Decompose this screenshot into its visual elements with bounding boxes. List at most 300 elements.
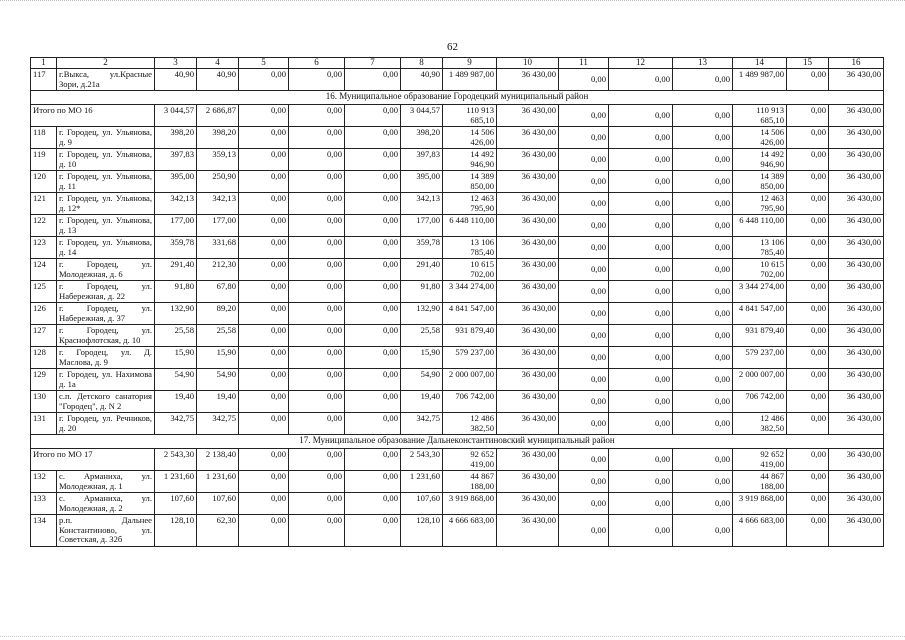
value-cell-col-13: 0,00 xyxy=(673,259,733,281)
value-cell-col-3: 132,90 xyxy=(155,303,197,325)
value-cell-col-8: 398,20 xyxy=(401,127,443,149)
value-cell-col-9: 6 448 110,00 xyxy=(443,215,497,237)
value-cell-col-15: 0,00 xyxy=(787,413,829,435)
value-cell-col-8: 107,60 xyxy=(401,493,443,515)
value-cell-col-9: 14 389 850,00 xyxy=(443,171,497,193)
value-cell-col-3: 342,13 xyxy=(155,193,197,215)
value-cell-col-6: 0,00 xyxy=(289,471,345,493)
value-cell-col-12: 0,00 xyxy=(609,215,673,237)
value-cell-col-15: 0,00 xyxy=(787,149,829,171)
column-header: 9 xyxy=(443,58,497,69)
value-cell-col-16: 36 430,00 xyxy=(829,105,884,127)
total-row xyxy=(31,105,884,127)
value-cell-col-13: 0,00 xyxy=(673,391,733,413)
value-cell-col-11: 0,00 xyxy=(559,149,609,171)
value-cell-col-16: 36 430,00 xyxy=(829,347,884,369)
table-row xyxy=(31,281,884,303)
value-cell-col-4: 2 686,87 xyxy=(197,105,239,127)
value-cell-col-8: 359,78 xyxy=(401,237,443,259)
value-cell-col-14: 4 666 683,00 xyxy=(733,515,787,547)
value-cell-col-4: 89,20 xyxy=(197,303,239,325)
column-number-header-row xyxy=(31,58,884,69)
value-cell-col-8: 19,40 xyxy=(401,391,443,413)
value-cell-col-3: 395,00 xyxy=(155,171,197,193)
value-cell-col-11: 0,00 xyxy=(559,391,609,413)
value-cell-col-5: 0,00 xyxy=(239,369,289,391)
value-cell-col-11: 0,00 xyxy=(559,303,609,325)
value-cell-col-5: 0,00 xyxy=(239,303,289,325)
value-cell-col-11: 0,00 xyxy=(559,193,609,215)
value-cell-col-5: 0,00 xyxy=(239,515,289,547)
value-cell-col-9: 931 879,40 xyxy=(443,325,497,347)
value-cell-col-3: 19,40 xyxy=(155,391,197,413)
value-cell-col-10: 36 430,00 xyxy=(497,471,559,493)
value-cell-col-6: 0,00 xyxy=(289,171,345,193)
value-cell-col-5: 0,00 xyxy=(239,325,289,347)
value-cell-col-11: 0,00 xyxy=(559,369,609,391)
address-cell: с. Арманиха, ул. Молодежная, д. 2 xyxy=(57,493,155,515)
table-row xyxy=(31,515,884,547)
value-cell-col-7: 0,00 xyxy=(345,105,401,127)
value-cell-col-7: 0,00 xyxy=(345,215,401,237)
table-row xyxy=(31,413,884,435)
row-number: 132 xyxy=(31,471,57,493)
value-cell-col-15: 0,00 xyxy=(787,171,829,193)
value-cell-col-14: 12 463 795,90 xyxy=(733,193,787,215)
value-cell-col-5: 0,00 xyxy=(239,449,289,471)
value-cell-col-8: 397,83 xyxy=(401,149,443,171)
value-cell-col-13: 0,00 xyxy=(673,303,733,325)
address-cell: г. Городец, ул. Ульянова, д. 9 xyxy=(57,127,155,149)
address-cell: г. Городец, ул. Нахимова д. 1а xyxy=(57,369,155,391)
value-cell-col-12: 0,00 xyxy=(609,237,673,259)
value-cell-col-14: 10 615 702,00 xyxy=(733,259,787,281)
value-cell-col-4: 15,90 xyxy=(197,347,239,369)
value-cell-col-15: 0,00 xyxy=(787,303,829,325)
value-cell-col-9: 12 463 795,90 xyxy=(443,193,497,215)
value-cell-col-3: 40,90 xyxy=(155,69,197,91)
value-cell-col-7: 0,00 xyxy=(345,413,401,435)
table-row xyxy=(31,127,884,149)
value-cell-col-11: 0,00 xyxy=(559,215,609,237)
address-cell: г. Городец, ул. Ульянова, д. 13 xyxy=(57,215,155,237)
value-cell-col-5: 0,00 xyxy=(239,391,289,413)
value-cell-col-12: 0,00 xyxy=(609,127,673,149)
value-cell-col-6: 0,00 xyxy=(289,237,345,259)
value-cell-col-4: 212,30 xyxy=(197,259,239,281)
value-cell-col-10: 36 430,00 xyxy=(497,449,559,471)
value-cell-col-5: 0,00 xyxy=(239,69,289,91)
value-cell-col-3: 15,90 xyxy=(155,347,197,369)
value-cell-col-5: 0,00 xyxy=(239,149,289,171)
value-cell-col-8: 342,75 xyxy=(401,413,443,435)
value-cell-col-11: 0,00 xyxy=(559,237,609,259)
value-cell-col-15: 0,00 xyxy=(787,369,829,391)
value-cell-col-15: 0,00 xyxy=(787,347,829,369)
value-cell-col-13: 0,00 xyxy=(673,193,733,215)
address-cell: р.п. Дальнее Константиново, ул. Советская, д. 32б xyxy=(57,515,155,547)
value-cell-col-3: 54,90 xyxy=(155,369,197,391)
value-cell-col-12: 0,00 xyxy=(609,105,673,127)
address-cell: г.Выкса, ул.Красные Зори, д.21а xyxy=(57,69,155,91)
value-cell-col-14: 2 000 007,00 xyxy=(733,369,787,391)
value-cell-col-9: 3 919 868,00 xyxy=(443,493,497,515)
value-cell-col-14: 706 742,00 xyxy=(733,391,787,413)
value-cell-col-6: 0,00 xyxy=(289,127,345,149)
value-cell-col-8: 3 044,57 xyxy=(401,105,443,127)
value-cell-col-7: 0,00 xyxy=(345,493,401,515)
value-cell-col-6: 0,00 xyxy=(289,369,345,391)
row-number: 131 xyxy=(31,413,57,435)
value-cell-col-15: 0,00 xyxy=(787,259,829,281)
value-cell-col-16: 36 430,00 xyxy=(829,471,884,493)
value-cell-col-14: 931 879,40 xyxy=(733,325,787,347)
value-cell-col-4: 359,13 xyxy=(197,149,239,171)
value-cell-col-13: 0,00 xyxy=(673,413,733,435)
value-cell-col-16: 36 430,00 xyxy=(829,237,884,259)
value-cell-col-4: 62,30 xyxy=(197,515,239,547)
value-cell-col-4: 250,90 xyxy=(197,171,239,193)
value-cell-col-9: 706 742,00 xyxy=(443,391,497,413)
table-row xyxy=(31,303,884,325)
value-cell-col-16: 36 430,00 xyxy=(829,193,884,215)
value-cell-col-10: 36 430,00 xyxy=(497,303,559,325)
value-cell-col-13: 0,00 xyxy=(673,237,733,259)
column-header: 5 xyxy=(239,58,289,69)
value-cell-col-7: 0,00 xyxy=(345,369,401,391)
value-cell-col-16: 36 430,00 xyxy=(829,127,884,149)
value-cell-col-8: 54,90 xyxy=(401,369,443,391)
table-row xyxy=(31,471,884,493)
value-cell-col-10: 36 430,00 xyxy=(497,215,559,237)
value-cell-col-15: 0,00 xyxy=(787,325,829,347)
value-cell-col-8: 25,58 xyxy=(401,325,443,347)
value-cell-col-12: 0,00 xyxy=(609,303,673,325)
value-cell-col-9: 110 913 685,10 xyxy=(443,105,497,127)
value-cell-col-11: 0,00 xyxy=(559,449,609,471)
value-cell-col-14: 3 344 274,00 xyxy=(733,281,787,303)
value-cell-col-15: 0,00 xyxy=(787,105,829,127)
value-cell-col-3: 397,83 xyxy=(155,149,197,171)
value-cell-col-14: 4 841 547,00 xyxy=(733,303,787,325)
value-cell-col-15: 0,00 xyxy=(787,471,829,493)
value-cell-col-16: 36 430,00 xyxy=(829,171,884,193)
value-cell-col-5: 0,00 xyxy=(239,347,289,369)
value-cell-col-10: 36 430,00 xyxy=(497,149,559,171)
value-cell-col-3: 128,10 xyxy=(155,515,197,547)
value-cell-col-8: 342,13 xyxy=(401,193,443,215)
value-cell-col-10: 36 430,00 xyxy=(497,413,559,435)
value-cell-col-8: 1 231,60 xyxy=(401,471,443,493)
table-row xyxy=(31,259,884,281)
value-cell-col-13: 0,00 xyxy=(673,171,733,193)
value-cell-col-8: 128,10 xyxy=(401,515,443,547)
value-cell-col-9: 579 237,00 xyxy=(443,347,497,369)
value-cell-col-13: 0,00 xyxy=(673,449,733,471)
value-cell-col-4: 331,68 xyxy=(197,237,239,259)
value-cell-col-3: 1 231,60 xyxy=(155,471,197,493)
table-row xyxy=(31,237,884,259)
value-cell-col-6: 0,00 xyxy=(289,493,345,515)
value-cell-col-7: 0,00 xyxy=(345,471,401,493)
address-cell: г. Городец, ул. Ульянова, д. 14 xyxy=(57,237,155,259)
value-cell-col-3: 342,75 xyxy=(155,413,197,435)
value-cell-col-14: 6 448 110,00 xyxy=(733,215,787,237)
table-row xyxy=(31,391,884,413)
value-cell-col-8: 395,00 xyxy=(401,171,443,193)
value-cell-col-11: 0,00 xyxy=(559,515,609,547)
value-cell-col-12: 0,00 xyxy=(609,369,673,391)
table-row xyxy=(31,149,884,171)
value-cell-col-8: 40,90 xyxy=(401,69,443,91)
value-cell-col-5: 0,00 xyxy=(239,105,289,127)
value-cell-col-16: 36 430,00 xyxy=(829,515,884,547)
value-cell-col-14: 579 237,00 xyxy=(733,347,787,369)
table-row xyxy=(31,347,884,369)
value-cell-col-9: 13 106 785,40 xyxy=(443,237,497,259)
value-cell-col-8: 15,90 xyxy=(401,347,443,369)
value-cell-col-7: 0,00 xyxy=(345,149,401,171)
scan-top-edge xyxy=(0,0,905,4)
value-cell-col-6: 0,00 xyxy=(289,413,345,435)
value-cell-col-13: 0,00 xyxy=(673,127,733,149)
value-cell-col-8: 91,80 xyxy=(401,281,443,303)
value-cell-col-6: 0,00 xyxy=(289,391,345,413)
total-label: Итого по МО 17 xyxy=(31,449,155,471)
value-cell-col-16: 36 430,00 xyxy=(829,325,884,347)
value-cell-col-5: 0,00 xyxy=(239,281,289,303)
value-cell-col-14: 110 913 685,10 xyxy=(733,105,787,127)
value-cell-col-11: 0,00 xyxy=(559,281,609,303)
table-row xyxy=(31,493,884,515)
value-cell-col-14: 12 486 382,50 xyxy=(733,413,787,435)
value-cell-col-12: 0,00 xyxy=(609,471,673,493)
value-cell-col-4: 25,58 xyxy=(197,325,239,347)
value-cell-col-16: 36 430,00 xyxy=(829,449,884,471)
value-cell-col-12: 0,00 xyxy=(609,515,673,547)
value-cell-col-15: 0,00 xyxy=(787,193,829,215)
table-row xyxy=(31,325,884,347)
value-cell-col-16: 36 430,00 xyxy=(829,281,884,303)
value-cell-col-12: 0,00 xyxy=(609,391,673,413)
value-cell-col-12: 0,00 xyxy=(609,347,673,369)
value-cell-col-4: 54,90 xyxy=(197,369,239,391)
address-cell: г. Городец, ул. Набережная, д. 37 xyxy=(57,303,155,325)
value-cell-col-16: 36 430,00 xyxy=(829,259,884,281)
value-cell-col-14: 1 489 987,00 xyxy=(733,69,787,91)
value-cell-col-4: 398,20 xyxy=(197,127,239,149)
column-header: 16 xyxy=(829,58,884,69)
value-cell-col-5: 0,00 xyxy=(239,127,289,149)
value-cell-col-6: 0,00 xyxy=(289,69,345,91)
value-cell-col-7: 0,00 xyxy=(345,449,401,471)
value-cell-col-5: 0,00 xyxy=(239,171,289,193)
address-cell: г. Городец, ул. Ульянова, д. 10 xyxy=(57,149,155,171)
column-header: 6 xyxy=(289,58,345,69)
column-header: 11 xyxy=(559,58,609,69)
value-cell-col-14: 14 506 426,00 xyxy=(733,127,787,149)
value-cell-col-9: 1 489 987,00 xyxy=(443,69,497,91)
value-cell-col-11: 0,00 xyxy=(559,259,609,281)
value-cell-col-16: 36 430,00 xyxy=(829,215,884,237)
value-cell-col-10: 36 430,00 xyxy=(497,281,559,303)
section-title: 17. Муниципальное образование Дальнеконстантиновский муниципальный район xyxy=(31,435,884,449)
value-cell-col-3: 359,78 xyxy=(155,237,197,259)
value-cell-col-3: 3 044,57 xyxy=(155,105,197,127)
value-cell-col-12: 0,00 xyxy=(609,69,673,91)
value-cell-col-13: 0,00 xyxy=(673,369,733,391)
value-cell-col-12: 0,00 xyxy=(609,149,673,171)
value-cell-col-11: 0,00 xyxy=(559,127,609,149)
value-cell-col-9: 10 615 702,00 xyxy=(443,259,497,281)
address-cell: г. Городец, ул. Речников, д. 20 xyxy=(57,413,155,435)
value-cell-col-7: 0,00 xyxy=(345,515,401,547)
value-cell-col-13: 0,00 xyxy=(673,149,733,171)
value-cell-col-11: 0,00 xyxy=(559,69,609,91)
value-cell-col-15: 0,00 xyxy=(787,515,829,547)
value-cell-col-14: 44 867 188,00 xyxy=(733,471,787,493)
row-number: 120 xyxy=(31,171,57,193)
column-header: 7 xyxy=(345,58,401,69)
column-header: 2 xyxy=(57,58,155,69)
value-cell-col-14: 13 106 785,40 xyxy=(733,237,787,259)
value-cell-col-6: 0,00 xyxy=(289,449,345,471)
value-cell-col-15: 0,00 xyxy=(787,391,829,413)
value-cell-col-6: 0,00 xyxy=(289,325,345,347)
value-cell-col-12: 0,00 xyxy=(609,493,673,515)
value-cell-col-16: 36 430,00 xyxy=(829,391,884,413)
value-cell-col-7: 0,00 xyxy=(345,237,401,259)
value-cell-col-6: 0,00 xyxy=(289,347,345,369)
value-cell-col-9: 92 652 419,00 xyxy=(443,449,497,471)
value-cell-col-6: 0,00 xyxy=(289,259,345,281)
value-cell-col-4: 19,40 xyxy=(197,391,239,413)
value-cell-col-6: 0,00 xyxy=(289,105,345,127)
row-number: 118 xyxy=(31,127,57,149)
value-cell-col-6: 0,00 xyxy=(289,215,345,237)
column-header: 10 xyxy=(497,58,559,69)
value-cell-col-4: 1 231,60 xyxy=(197,471,239,493)
value-cell-col-14: 92 652 419,00 xyxy=(733,449,787,471)
row-number: 121 xyxy=(31,193,57,215)
value-cell-col-7: 0,00 xyxy=(345,303,401,325)
value-cell-col-15: 0,00 xyxy=(787,127,829,149)
value-cell-col-16: 36 430,00 xyxy=(829,493,884,515)
value-cell-col-5: 0,00 xyxy=(239,259,289,281)
value-cell-col-7: 0,00 xyxy=(345,127,401,149)
value-cell-col-11: 0,00 xyxy=(559,347,609,369)
value-cell-col-12: 0,00 xyxy=(609,325,673,347)
total-row xyxy=(31,449,884,471)
value-cell-col-12: 0,00 xyxy=(609,449,673,471)
value-cell-col-7: 0,00 xyxy=(345,171,401,193)
row-number: 129 xyxy=(31,369,57,391)
value-cell-col-7: 0,00 xyxy=(345,193,401,215)
value-cell-col-10: 36 430,00 xyxy=(497,347,559,369)
value-cell-col-11: 0,00 xyxy=(559,171,609,193)
value-cell-col-10: 36 430,00 xyxy=(497,493,559,515)
value-cell-col-10: 36 430,00 xyxy=(497,369,559,391)
value-cell-col-9: 14 506 426,00 xyxy=(443,127,497,149)
value-cell-col-16: 36 430,00 xyxy=(829,369,884,391)
value-cell-col-6: 0,00 xyxy=(289,193,345,215)
value-cell-col-13: 0,00 xyxy=(673,69,733,91)
page-number: 62 xyxy=(447,41,458,53)
value-cell-col-7: 0,00 xyxy=(345,391,401,413)
value-cell-col-7: 0,00 xyxy=(345,69,401,91)
column-header: 4 xyxy=(197,58,239,69)
value-cell-col-12: 0,00 xyxy=(609,259,673,281)
value-cell-col-15: 0,00 xyxy=(787,215,829,237)
value-cell-col-4: 40,90 xyxy=(197,69,239,91)
value-cell-col-9: 14 492 946,90 xyxy=(443,149,497,171)
value-cell-col-3: 2 543,30 xyxy=(155,449,197,471)
value-cell-col-5: 0,00 xyxy=(239,237,289,259)
value-cell-col-7: 0,00 xyxy=(345,259,401,281)
value-cell-col-12: 0,00 xyxy=(609,193,673,215)
value-cell-col-4: 177,00 xyxy=(197,215,239,237)
row-number: 123 xyxy=(31,237,57,259)
value-cell-col-5: 0,00 xyxy=(239,471,289,493)
value-cell-col-12: 0,00 xyxy=(609,413,673,435)
value-cell-col-9: 2 000 007,00 xyxy=(443,369,497,391)
value-cell-col-8: 177,00 xyxy=(401,215,443,237)
value-cell-col-11: 0,00 xyxy=(559,325,609,347)
value-cell-col-3: 398,20 xyxy=(155,127,197,149)
address-cell: с. Арманиха, ул. Молодежная, д. 1 xyxy=(57,471,155,493)
value-cell-col-9: 12 486 382,50 xyxy=(443,413,497,435)
value-cell-col-9: 44 867 188,00 xyxy=(443,471,497,493)
table-row xyxy=(31,369,884,391)
column-header: 14 xyxy=(733,58,787,69)
table-row xyxy=(31,171,884,193)
value-cell-col-10: 36 430,00 xyxy=(497,171,559,193)
value-cell-col-8: 2 543,30 xyxy=(401,449,443,471)
value-cell-col-10: 36 430,00 xyxy=(497,391,559,413)
section-header-row xyxy=(31,91,884,105)
value-cell-col-13: 0,00 xyxy=(673,493,733,515)
address-cell: г. Городец, ул. Молодежная, д. 6 xyxy=(57,259,155,281)
value-cell-col-15: 0,00 xyxy=(787,237,829,259)
value-cell-col-12: 0,00 xyxy=(609,281,673,303)
value-cell-col-3: 91,80 xyxy=(155,281,197,303)
value-cell-col-10: 36 430,00 xyxy=(497,105,559,127)
column-header: 12 xyxy=(609,58,673,69)
total-label: Итого по МО 16 xyxy=(31,105,155,127)
value-cell-col-13: 0,00 xyxy=(673,105,733,127)
value-cell-col-13: 0,00 xyxy=(673,471,733,493)
value-cell-col-4: 342,13 xyxy=(197,193,239,215)
column-header: 3 xyxy=(155,58,197,69)
value-cell-col-3: 291,40 xyxy=(155,259,197,281)
column-header: 13 xyxy=(673,58,733,69)
value-cell-col-6: 0,00 xyxy=(289,515,345,547)
address-cell: с.п. Детского санатория "Городец", д. N 2 xyxy=(57,391,155,413)
value-cell-col-7: 0,00 xyxy=(345,281,401,303)
value-cell-col-10: 36 430,00 xyxy=(497,325,559,347)
value-cell-col-10: 36 430,00 xyxy=(497,127,559,149)
table-row xyxy=(31,193,884,215)
value-cell-col-8: 291,40 xyxy=(401,259,443,281)
value-cell-col-4: 2 138,40 xyxy=(197,449,239,471)
value-cell-col-15: 0,00 xyxy=(787,281,829,303)
value-cell-col-6: 0,00 xyxy=(289,303,345,325)
value-cell-col-3: 107,60 xyxy=(155,493,197,515)
value-cell-col-4: 342,75 xyxy=(197,413,239,435)
value-cell-col-11: 0,00 xyxy=(559,471,609,493)
value-cell-col-11: 0,00 xyxy=(559,493,609,515)
value-cell-col-4: 107,60 xyxy=(197,493,239,515)
